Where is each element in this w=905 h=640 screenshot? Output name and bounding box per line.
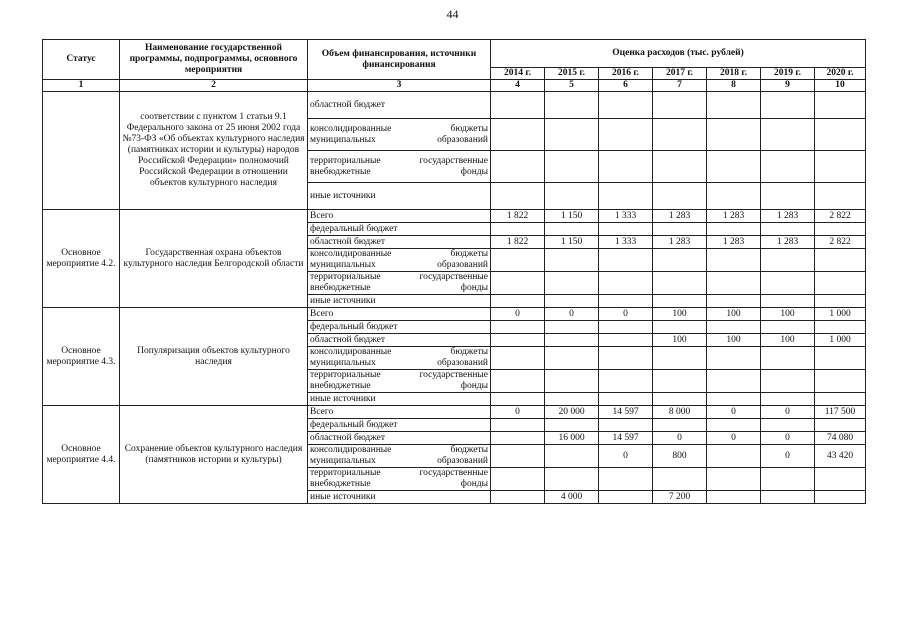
value-cell bbox=[545, 419, 599, 432]
column-index-0: 1 bbox=[43, 80, 120, 92]
value-cell bbox=[545, 119, 599, 151]
value-cell: 43 420 bbox=[815, 445, 866, 468]
value-cell bbox=[653, 92, 707, 119]
value-cell: 1 333 bbox=[599, 236, 653, 249]
value-cell: 7 200 bbox=[653, 491, 707, 504]
funding-source: консолидированные бюджеты муниципальных образований bbox=[308, 119, 491, 151]
value-cell bbox=[815, 183, 866, 210]
value-cell bbox=[761, 272, 815, 295]
value-cell bbox=[707, 445, 761, 468]
value-cell bbox=[653, 249, 707, 272]
value-cell bbox=[653, 393, 707, 406]
value-cell: 1 283 bbox=[707, 236, 761, 249]
value-cell bbox=[491, 432, 545, 445]
group-status: Основное мероприятие 4.2. bbox=[43, 210, 120, 308]
value-cell bbox=[815, 223, 866, 236]
value-cell bbox=[815, 468, 866, 491]
column-index-8: 9 bbox=[761, 80, 815, 92]
value-cell bbox=[707, 223, 761, 236]
value-cell: 0 bbox=[491, 406, 545, 419]
funding-source: областной бюджет bbox=[308, 92, 491, 119]
header-year-4: 2018 г. bbox=[707, 68, 761, 80]
header-name: Наименование государственной программы, подпрограммы, основного мероприятия bbox=[120, 40, 308, 80]
column-index-1: 2 bbox=[120, 80, 308, 92]
value-cell bbox=[491, 321, 545, 334]
group-status: Основное мероприятие 4.3. bbox=[43, 308, 120, 406]
value-cell: 100 bbox=[653, 308, 707, 321]
value-cell bbox=[491, 419, 545, 432]
funding-source: иные источники bbox=[308, 393, 491, 406]
value-cell bbox=[491, 393, 545, 406]
value-cell bbox=[761, 249, 815, 272]
value-cell bbox=[761, 295, 815, 308]
value-cell bbox=[815, 249, 866, 272]
group-name: Популяризация объектов культурного наследия bbox=[120, 308, 308, 406]
value-cell bbox=[707, 151, 761, 183]
value-cell bbox=[707, 419, 761, 432]
value-cell: 1 000 bbox=[815, 334, 866, 347]
value-cell bbox=[599, 347, 653, 370]
column-index-4: 5 bbox=[545, 80, 599, 92]
header-status: Статус bbox=[43, 40, 120, 80]
value-cell bbox=[815, 92, 866, 119]
value-cell bbox=[653, 370, 707, 393]
value-cell bbox=[761, 119, 815, 151]
value-cell: 0 bbox=[707, 406, 761, 419]
value-cell: 0 bbox=[653, 432, 707, 445]
column-index-5: 6 bbox=[599, 80, 653, 92]
header-year-1: 2015 г. bbox=[545, 68, 599, 80]
value-cell: 0 bbox=[491, 308, 545, 321]
value-cell bbox=[761, 321, 815, 334]
value-cell bbox=[599, 419, 653, 432]
funding-source: иные источники bbox=[308, 183, 491, 210]
value-cell bbox=[653, 183, 707, 210]
value-cell bbox=[815, 393, 866, 406]
value-cell bbox=[599, 92, 653, 119]
value-cell bbox=[653, 468, 707, 491]
value-cell bbox=[599, 393, 653, 406]
value-cell bbox=[545, 92, 599, 119]
value-cell: 8 000 bbox=[653, 406, 707, 419]
value-cell: 100 bbox=[653, 334, 707, 347]
value-cell: 1 000 bbox=[815, 308, 866, 321]
value-cell bbox=[545, 393, 599, 406]
value-cell bbox=[761, 491, 815, 504]
value-cell: 1 283 bbox=[653, 210, 707, 223]
value-cell bbox=[599, 272, 653, 295]
value-cell bbox=[491, 295, 545, 308]
value-cell bbox=[491, 491, 545, 504]
value-cell: 0 bbox=[761, 406, 815, 419]
value-cell bbox=[545, 334, 599, 347]
column-index-3: 4 bbox=[491, 80, 545, 92]
value-cell bbox=[707, 249, 761, 272]
value-cell bbox=[545, 295, 599, 308]
value-cell bbox=[491, 151, 545, 183]
value-cell bbox=[653, 119, 707, 151]
header-year-0: 2014 г. bbox=[491, 68, 545, 80]
funding-source: территориальные государственные внебюджетные фонды bbox=[308, 370, 491, 393]
value-cell: 1 822 bbox=[491, 210, 545, 223]
value-cell: 0 bbox=[599, 308, 653, 321]
header-year-2: 2016 г. bbox=[599, 68, 653, 80]
group-name: Государственная охрана объектов культурного наследия Белгородской области bbox=[120, 210, 308, 308]
value-cell bbox=[491, 370, 545, 393]
value-cell bbox=[761, 393, 815, 406]
funding-source: консолидированные бюджеты муниципальных образований bbox=[308, 249, 491, 272]
funding-source: консолидированные бюджеты муниципальных образований bbox=[308, 347, 491, 370]
value-cell: 1 283 bbox=[707, 210, 761, 223]
column-index-7: 8 bbox=[707, 80, 761, 92]
value-cell bbox=[761, 92, 815, 119]
group-name: Сохранение объектов культурного наследия (памятников истории и культуры) bbox=[120, 406, 308, 504]
value-cell bbox=[599, 223, 653, 236]
table-row bbox=[43, 406, 866, 419]
value-cell: 20 000 bbox=[545, 406, 599, 419]
value-cell bbox=[491, 272, 545, 295]
value-cell: 0 bbox=[545, 308, 599, 321]
value-cell: 0 bbox=[707, 432, 761, 445]
value-cell bbox=[491, 445, 545, 468]
value-cell bbox=[599, 321, 653, 334]
value-cell bbox=[761, 151, 815, 183]
value-cell: 2 822 bbox=[815, 210, 866, 223]
funding-source: территориальные государственные внебюджетные фонды bbox=[308, 272, 491, 295]
value-cell bbox=[491, 183, 545, 210]
value-cell bbox=[545, 249, 599, 272]
value-cell: 117 500 bbox=[815, 406, 866, 419]
value-cell: 100 bbox=[707, 334, 761, 347]
value-cell bbox=[545, 321, 599, 334]
value-cell bbox=[599, 249, 653, 272]
value-cell: 0 bbox=[761, 432, 815, 445]
value-cell bbox=[545, 183, 599, 210]
funding-source: Всего bbox=[308, 406, 491, 419]
value-cell: 0 bbox=[599, 445, 653, 468]
value-cell bbox=[761, 223, 815, 236]
value-cell: 100 bbox=[707, 308, 761, 321]
value-cell: 100 bbox=[761, 334, 815, 347]
value-cell: 1 333 bbox=[599, 210, 653, 223]
value-cell bbox=[815, 347, 866, 370]
value-cell bbox=[653, 272, 707, 295]
funding-source: федеральный бюджет bbox=[308, 321, 491, 334]
table-row bbox=[43, 92, 866, 119]
value-cell bbox=[491, 119, 545, 151]
value-cell bbox=[545, 223, 599, 236]
column-index-6: 7 bbox=[653, 80, 707, 92]
page-number: 44 bbox=[446, 7, 459, 21]
value-cell bbox=[707, 183, 761, 210]
value-cell bbox=[815, 272, 866, 295]
value-cell bbox=[707, 468, 761, 491]
value-cell bbox=[707, 321, 761, 334]
value-cell bbox=[491, 249, 545, 272]
funding-source: федеральный бюджет bbox=[308, 223, 491, 236]
value-cell bbox=[707, 295, 761, 308]
group-status bbox=[43, 92, 120, 210]
value-cell bbox=[599, 491, 653, 504]
value-cell bbox=[815, 151, 866, 183]
value-cell bbox=[653, 321, 707, 334]
value-cell bbox=[545, 347, 599, 370]
funding-source: иные источники bbox=[308, 295, 491, 308]
value-cell bbox=[815, 419, 866, 432]
header-year-5: 2019 г. bbox=[761, 68, 815, 80]
table-row bbox=[43, 210, 866, 223]
value-cell bbox=[491, 223, 545, 236]
value-cell bbox=[815, 321, 866, 334]
funding-source: областной бюджет bbox=[308, 334, 491, 347]
value-cell: 1 150 bbox=[545, 236, 599, 249]
value-cell bbox=[491, 347, 545, 370]
value-cell: 800 bbox=[653, 445, 707, 468]
financing-table bbox=[42, 39, 866, 504]
value-cell bbox=[545, 445, 599, 468]
value-cell bbox=[707, 393, 761, 406]
value-cell: 1 150 bbox=[545, 210, 599, 223]
value-cell: 1 283 bbox=[761, 236, 815, 249]
value-cell bbox=[599, 370, 653, 393]
value-cell bbox=[707, 491, 761, 504]
value-cell: 14 597 bbox=[599, 432, 653, 445]
value-cell: 74 080 bbox=[815, 432, 866, 445]
value-cell bbox=[761, 347, 815, 370]
column-index-9: 10 bbox=[815, 80, 866, 92]
value-cell bbox=[707, 272, 761, 295]
value-cell bbox=[707, 119, 761, 151]
group-name: соответствии с пунктом 1 статьи 9.1 Федерального закона от 25 июня 2002 года №73-ФЗ «Об объектах культурного наследия (памятниках истории и культуры) народов Российской Федерации» полномочий Российской Федерации в отношении объектов культурного наследия bbox=[120, 92, 308, 210]
funding-source: Всего bbox=[308, 308, 491, 321]
value-cell bbox=[707, 92, 761, 119]
value-cell bbox=[761, 370, 815, 393]
column-index-2: 3 bbox=[308, 80, 491, 92]
funding-source: консолидированные бюджеты муниципальных образований bbox=[308, 445, 491, 468]
value-cell: 1 283 bbox=[761, 210, 815, 223]
funding-source: областной бюджет bbox=[308, 236, 491, 249]
value-cell bbox=[815, 119, 866, 151]
value-cell bbox=[707, 370, 761, 393]
value-cell: 14 597 bbox=[599, 406, 653, 419]
funding-source: областной бюджет bbox=[308, 432, 491, 445]
funding-source: территориальные государственные внебюджетные фонды bbox=[308, 151, 491, 183]
value-cell bbox=[761, 183, 815, 210]
value-cell bbox=[815, 491, 866, 504]
value-cell bbox=[653, 347, 707, 370]
value-cell bbox=[599, 334, 653, 347]
value-cell: 2 822 bbox=[815, 236, 866, 249]
funding-source: Всего bbox=[308, 210, 491, 223]
value-cell bbox=[545, 468, 599, 491]
value-cell bbox=[545, 272, 599, 295]
value-cell bbox=[599, 119, 653, 151]
value-cell bbox=[653, 419, 707, 432]
value-cell bbox=[545, 151, 599, 183]
table-row bbox=[43, 308, 866, 321]
value-cell: 1 822 bbox=[491, 236, 545, 249]
value-cell bbox=[653, 151, 707, 183]
value-cell bbox=[491, 468, 545, 491]
group-status: Основное мероприятие 4.4. bbox=[43, 406, 120, 504]
header-year-6: 2020 г. bbox=[815, 68, 866, 80]
value-cell: 100 bbox=[761, 308, 815, 321]
value-cell bbox=[653, 223, 707, 236]
value-cell: 16 000 bbox=[545, 432, 599, 445]
funding-source: иные источники bbox=[308, 491, 491, 504]
value-cell bbox=[545, 370, 599, 393]
header-financing: Объем финансирования, источники финансирования bbox=[308, 40, 491, 80]
value-cell bbox=[761, 468, 815, 491]
funding-source: федеральный бюджет bbox=[308, 419, 491, 432]
value-cell bbox=[491, 92, 545, 119]
value-cell: 1 283 bbox=[653, 236, 707, 249]
value-cell bbox=[815, 370, 866, 393]
header-year-3: 2017 г. bbox=[653, 68, 707, 80]
value-cell bbox=[599, 151, 653, 183]
value-cell bbox=[653, 295, 707, 308]
value-cell bbox=[761, 419, 815, 432]
value-cell: 4 000 bbox=[545, 491, 599, 504]
value-cell bbox=[491, 334, 545, 347]
header-estimate: Оценка расходов (тыс. рублей) bbox=[491, 40, 866, 68]
value-cell bbox=[599, 183, 653, 210]
value-cell bbox=[599, 295, 653, 308]
value-cell: 0 bbox=[761, 445, 815, 468]
value-cell bbox=[599, 468, 653, 491]
value-cell bbox=[707, 347, 761, 370]
value-cell bbox=[815, 295, 866, 308]
funding-source: территориальные государственные внебюджетные фонды bbox=[308, 468, 491, 491]
